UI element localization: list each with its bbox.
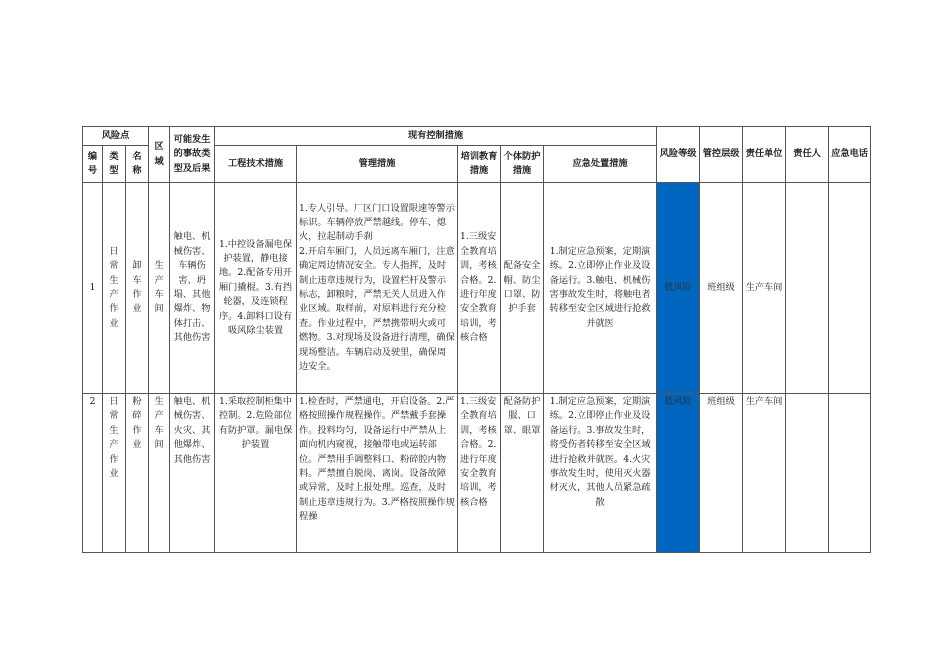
row-training: 1.三级安全教育培训，考核合格。2.进行年度安全教育培训，考核合格 — [458, 183, 501, 394]
header-risk-point: 风险点 — [83, 127, 149, 146]
row-resp-person — [786, 183, 829, 394]
row-resp-person — [786, 394, 829, 553]
row-phone — [829, 394, 871, 553]
header-possible-accident: 可能发生的事故类型及后果 — [170, 127, 215, 183]
header-current-measures: 现有控制措施 — [215, 127, 657, 146]
header-name: 名称 — [126, 146, 149, 183]
table-row — [83, 183, 871, 394]
row-region: 生产车间 — [149, 183, 170, 394]
row-region: 生产车间 — [149, 394, 170, 553]
table-row — [83, 394, 871, 553]
header-region: 区域 — [149, 127, 170, 183]
header-emergency-phone: 应急电话 — [829, 127, 871, 183]
row-type: 日常生产作业 — [103, 394, 126, 553]
row-eng-measures: 1.采取控制柜集中控制。2.危险部位有防护罩。漏电保护装置 — [215, 394, 297, 553]
row-mgmt-measures: 1.专人引导。厂区门口设置限速等警示标识。车辆停放严禁越线。停车、熄火，拉起制动手刹 2.开启车厢门，人员远离车厢门，注意确定周边情况安全。专人指挥，及时制止违章违规行为，设置栏杆及警示标志，卸粮时，严禁无关人员进入作业区域。取样前，对原料进行充分检查。作业过程中，严禁携带明火或可燃物。3.对现场及设备进行清理，确保现场整洁。车辆启动及驶里，确保周边安全。 — [297, 183, 458, 394]
header-no: 编号 — [83, 146, 103, 183]
row-risk-level: 低风险 — [657, 394, 700, 553]
header-risk-level: 风险等级 — [657, 127, 700, 183]
row-ppe: 配备安全帽、防尘口罩、防护手套 — [501, 183, 544, 394]
row-resp-unit: 生产车间 — [743, 183, 786, 394]
risk-table — [82, 126, 871, 553]
row-control-level: 班组级 — [700, 394, 743, 553]
row-eng-measures: 1.中控设备漏电保护装置，静电接地。2.配备专用开厢门撬棍。3.有挡轮器，及连锁程序。4.卸料口设有吸风除尘装置 — [215, 183, 297, 394]
header-ppe: 个体防护措施 — [501, 146, 544, 183]
header-eng: 工程技术措施 — [215, 146, 297, 183]
header-type: 类型 — [103, 146, 126, 183]
row-name: 粉碎作业 — [126, 394, 149, 553]
row-emergency: 1.制定应急预案，定期演练。2.立即停止作业及设备运行。3.事故发生时，将受伤者转移至安全区域进行抢救并就医。4.火灾事故发生时，使用灭火器材灭火，其他人员紧急疏散 — [544, 394, 657, 553]
header-emergency: 应急处置措施 — [544, 146, 657, 183]
row-emergency: 1.制定应急预案，定期演练。2.立即停止作业及设备运行。3.触电、机械伤害事故发生时，将触电者转移至安全区域进行抢救并就医 — [544, 183, 657, 394]
row-phone — [829, 183, 871, 394]
header-training: 培训教育措施 — [458, 146, 501, 183]
row-no: 1 — [83, 183, 103, 394]
row-risk-level: 低风险 — [657, 183, 700, 394]
row-no: 2 — [83, 394, 103, 553]
row-mgmt-measures: 1.检查时，严禁通电，开启设备。2.严格按照操作规程操作。严禁戴手套操作。投料均匀，设备运行中严禁从上面向机内窥视，接触带电或运转部位。严禁用手调整料口、粉碎腔内物料。严禁擅自脱岗、离岗。设备故障或异常，及时上报处理。巡查，及时制止违章违规行为。3.严格按照操作规程操 — [297, 394, 458, 553]
row-accident: 触电、机械伤害、车辆伤害、坍塌、其他爆炸、物体打击、其他伤害 — [170, 183, 215, 394]
header-mgmt: 管理措施 — [297, 146, 458, 183]
row-name: 卸车作业 — [126, 183, 149, 394]
risk-control-sheet — [82, 126, 870, 556]
row-resp-unit: 生产车间 — [743, 394, 786, 553]
header-resp-unit: 责任单位 — [743, 127, 786, 183]
header-resp-person: 责任人 — [786, 127, 829, 183]
row-type: 日常生产作业 — [103, 183, 126, 394]
row-training: 1.三级安全教育培训，考核合格。2.进行年度安全教育培训，考核合格 — [458, 394, 501, 553]
row-control-level: 班组级 — [700, 183, 743, 394]
header-control-level: 管控层级 — [700, 127, 743, 183]
row-accident: 触电、机械伤害、火灾、其他爆炸、其他伤害 — [170, 394, 215, 553]
row-ppe: 配备防护服、口罩、眼罩 — [501, 394, 544, 553]
